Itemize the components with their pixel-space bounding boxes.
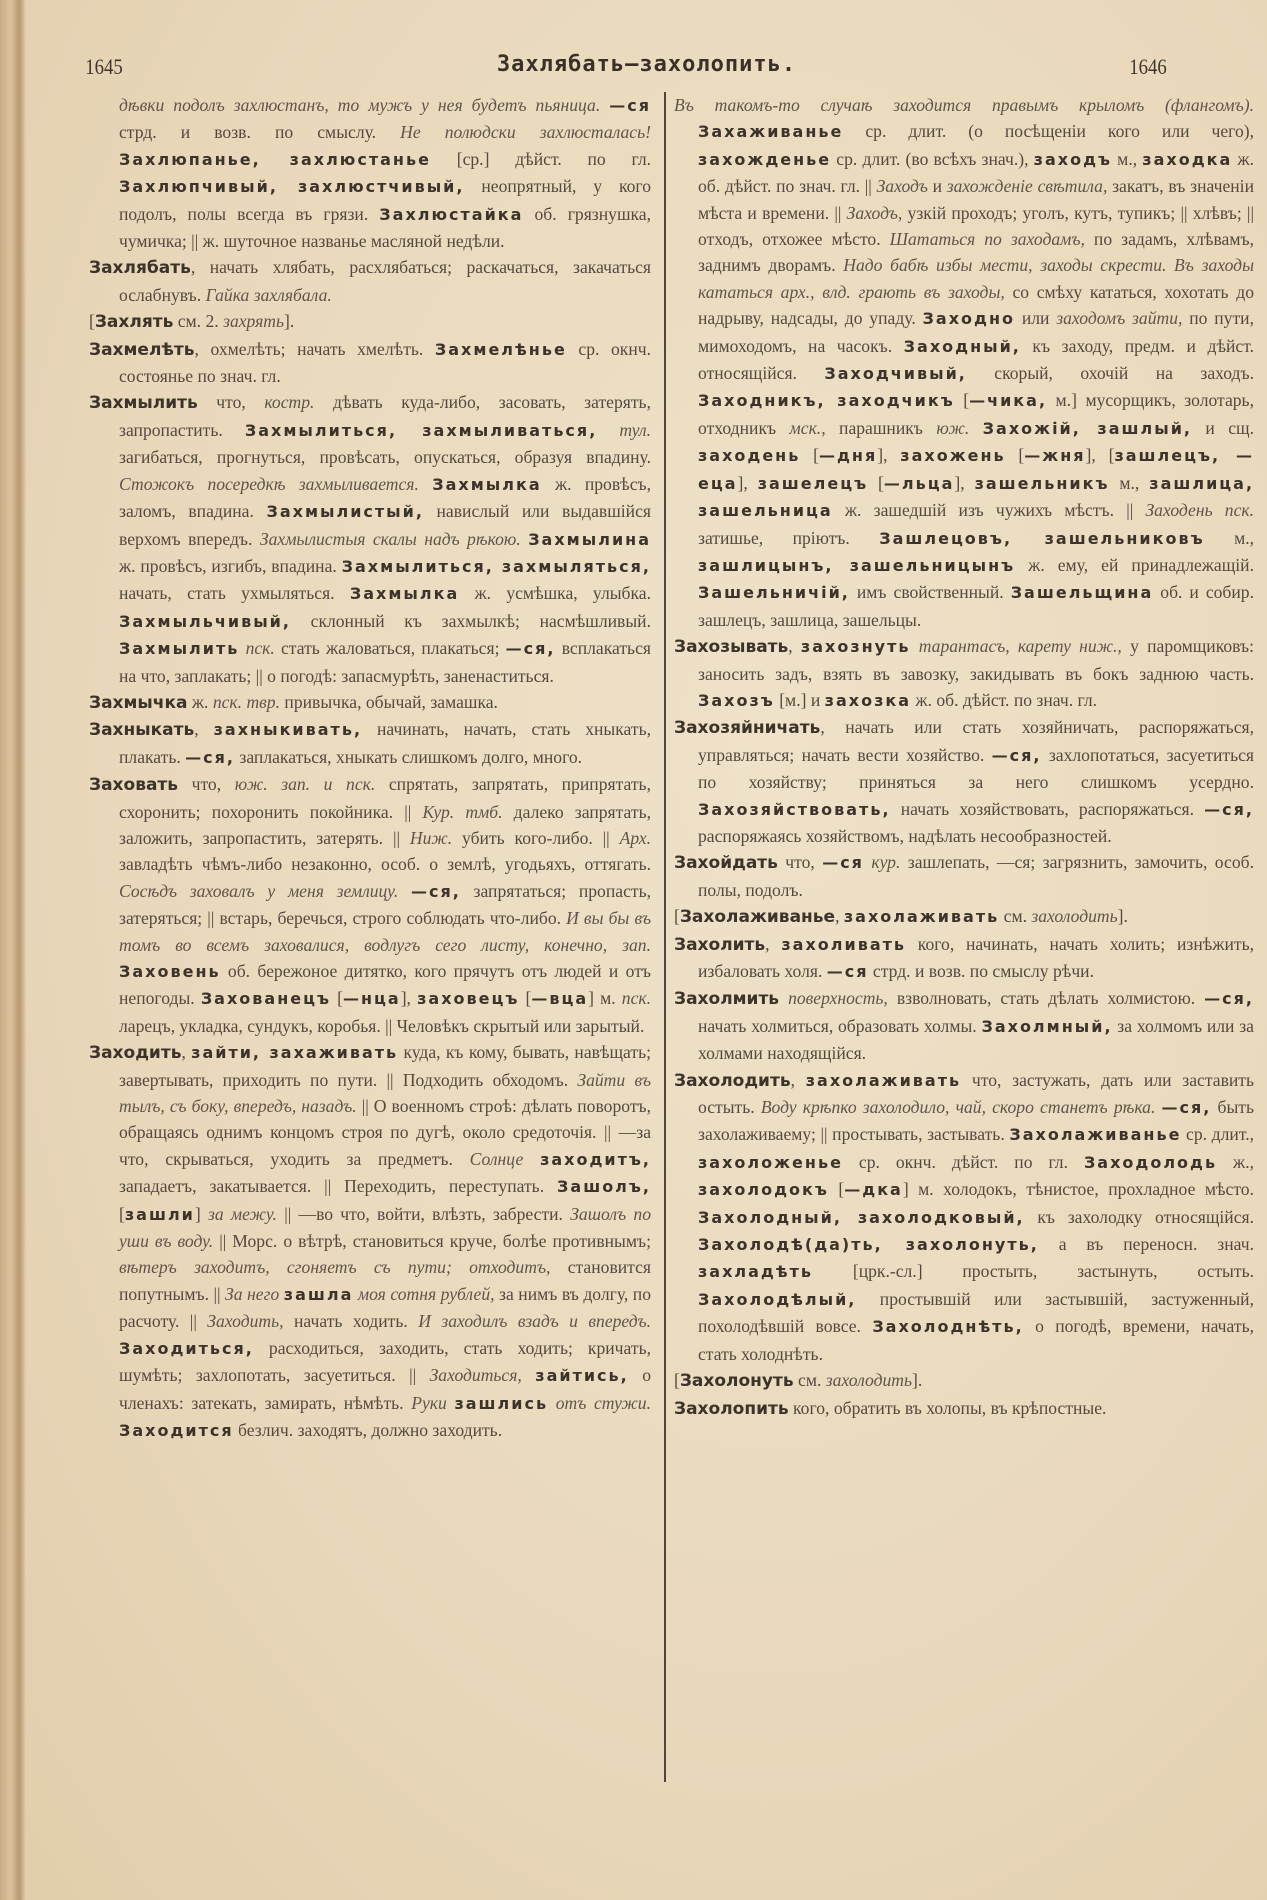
example-or-region: Солнце (469, 1148, 524, 1169)
example-or-region: кур. (871, 852, 901, 873)
definition-text: , (181, 1042, 192, 1063)
dictionary-entry (89, 716, 651, 771)
dictionary-entry (674, 714, 1254, 849)
definition-text: далеко запрятать, заложить, запропастить, затерять. || (119, 801, 651, 848)
dictionary-entry (674, 1367, 1254, 1394)
definition-text: м., (1204, 527, 1254, 548)
derived-form: Захованецъ (200, 989, 331, 1009)
example-or-region: Гайка захлябала. (205, 284, 332, 305)
derived-form: Захмылить (119, 639, 240, 659)
derived-form: Зашолъ, (557, 1177, 651, 1197)
derived-form: зашлица, зашельница (698, 473, 1255, 521)
definition-text: ж. усмѣшка, улыбка. (459, 583, 651, 604)
derived-form: Захаживанье (698, 122, 844, 142)
definition-text: ]. (1117, 906, 1128, 927)
headword: Захозывать (674, 637, 789, 658)
definition-text: ж. (187, 691, 213, 712)
derived-form: Захолмный, (981, 1016, 1113, 1036)
derived-form: Захлюпанье, захлюстанье (119, 149, 431, 169)
derived-form: захознуть (800, 637, 911, 657)
right-column (660, 92, 1254, 1422)
definition-text: загибаться, прогнуться, провѣсать, опускаться, образуя впадину. (119, 447, 651, 468)
example-or-region: Ниж. (409, 827, 453, 848)
example-or-region: захрять (223, 311, 285, 332)
definition-text: къ заходу, предм. и дѣйст. относящійся. (698, 335, 1254, 384)
definition-text: ], (737, 472, 758, 493)
dictionary-entry (89, 689, 651, 716)
left-page-number: 1645 (85, 54, 123, 79)
definition-text: [ (954, 390, 970, 411)
definition-text: о погодѣ, времени, начать, стать холоднѣть. (698, 1316, 1254, 1364)
example-or-region: поверхность, (788, 988, 888, 1009)
derived-form: зашли (124, 1204, 195, 1224)
derived-form: заходъ (1033, 149, 1113, 169)
derived-form: —жня (1024, 446, 1086, 466)
definition-text: или (1015, 308, 1057, 329)
derived-form: Зашельщина (1010, 583, 1154, 603)
definition-text: ], [ (1085, 445, 1115, 466)
definition-text: по пути, мимоходомъ, на часокъ. (698, 308, 1254, 356)
example-or-region: Сосѣдъ заховалъ у меня землицу. (119, 880, 411, 901)
derived-form: Захолоднѣть, (872, 1317, 1024, 1337)
example-or-region: Заходиться, (429, 1365, 522, 1386)
definition-text: ] (194, 1203, 208, 1224)
example-or-region: Заходить, (207, 1311, 284, 1332)
example-or-region: захолодить (1031, 906, 1118, 927)
definition-text: , (765, 933, 782, 954)
derived-form: —дня (819, 446, 878, 466)
definition-text: что, (197, 392, 265, 413)
derived-form: захозка (824, 690, 912, 710)
definition-text: что, (178, 774, 235, 795)
definition-text: см. (999, 906, 1032, 927)
definition-text: затишье, пріютъ. (698, 527, 880, 548)
definition-text: парашникъ (825, 417, 937, 438)
definition-text: а въ переносн. знач. (1038, 1234, 1254, 1255)
example-or-region: Кур. тмб. (422, 801, 503, 822)
definition-text: начинать, начать, стать хныкать, плакать. (119, 719, 651, 767)
definition-text: по задамъ, хлѣвамъ, заднимъ дворамъ. (698, 229, 1254, 276)
definition-text: склонный къ захмылкѣ; насмѣшливый. (290, 610, 651, 631)
derived-form: —ся, (505, 639, 556, 659)
definition-text: ср. длит., (1181, 1124, 1254, 1145)
definition-text: у паромщиковъ: заносить задъ, взять въ завозку, закидывать въ бокъ заднюю часть. (698, 636, 1254, 684)
definition-text: узкій проходъ; уголъ, кутъ, тупикъ; || хлѣвъ; || отходъ, отхожее мѣсто. (698, 202, 1254, 250)
example-or-region: Заходень пск. (1145, 500, 1255, 521)
definition-text: ж. об. дѣйст. по знач. гл. (911, 689, 1098, 710)
headword: Захолопить (674, 1398, 789, 1419)
example-or-region: тарантасъ, карету ниж., (918, 636, 1122, 657)
derived-form: захоливать (781, 934, 907, 954)
dictionary-entry (89, 254, 651, 308)
derived-form: —льца (883, 473, 955, 493)
derived-form: Захлюпчивый, захлюстчивый, (119, 177, 465, 197)
definition-text: ж. провѣсъ, заломъ, впадина. (119, 473, 651, 522)
definition-text: начать ходить. (283, 1311, 419, 1332)
definition-text: об. и собир. зашлецъ, зашлица, зашельцы. (698, 582, 1254, 630)
headword: Захмылить (89, 393, 198, 414)
definition-text: къ захолодку относящійся. (1024, 1206, 1254, 1227)
definition-text: кого, начинать, начать холить; изнѣжить, избаловать холя. (698, 933, 1254, 981)
example-or-region: Воду крѣпко захолодило, чай, скоро станетъ рѣка. (760, 1097, 1156, 1118)
derived-form: —ся, (1161, 1098, 1212, 1118)
definition-text: м., (1112, 148, 1143, 169)
derived-form: Захозъ (698, 690, 775, 710)
derived-form: захладѣть (698, 1262, 814, 1282)
definition-text: дѣвать куда-либо, засовать, затерять, запропастить. (119, 392, 651, 440)
definition-text: ], (954, 472, 975, 493)
example-or-region: И вы бы въ томъ во всемъ заховалися, водлугъ сего листу, конечно, (119, 908, 651, 955)
definition-text: становится попутнымъ. || (119, 1257, 651, 1304)
definition-text: куда, къ кому, бывать, навѣщать; завертывать, приходить по пути. || Подходить обходомъ. (119, 1042, 652, 1090)
definition-text: ж. провѣсъ, изгибъ, впадина. (119, 555, 342, 576)
entry-continuation (674, 92, 1254, 633)
headword: Захолить (674, 934, 766, 955)
definition-text (522, 1365, 535, 1385)
derived-form: Захмелѣнье (434, 339, 567, 359)
dictionary-entry (674, 931, 1254, 986)
derived-form: зайти, захаживать (191, 1043, 399, 1063)
definition-text: об. грязнушка, чумичка; || ж. шуточное названье масляной недѣли. (119, 203, 652, 252)
left-column (89, 92, 651, 1444)
example-or-region: костр. (264, 392, 315, 413)
derived-form: Захолодный, захолодковый, (698, 1207, 1025, 1227)
derived-form: захолаживать (805, 1070, 962, 1090)
definition-text: начать холмиться, образовать холмы. (698, 1015, 982, 1036)
headword: Заходить (89, 1043, 182, 1064)
example-or-region: захолодить (825, 1370, 913, 1391)
derived-form: зашлицынъ, зашельницынъ (698, 555, 1016, 575)
definition-text: [ (1005, 445, 1025, 466)
definition-text: привычка, обычай, замашка. (280, 691, 498, 712)
page-header (26, 50, 1267, 86)
definition-text: [ (331, 988, 343, 1009)
dictionary-page (26, 0, 1267, 1900)
dictionary-entry (674, 633, 1254, 714)
definition-text: [ (800, 445, 819, 466)
example-or-region: пск. твр. (212, 691, 280, 712)
headword: Захозяйничать (674, 718, 821, 739)
definition-text: ж. ему, ей принадлежащій. (1015, 554, 1254, 575)
definition-text: завладѣть чѣмъ-либо незаконно, особ. о землѣ, угодьяхъ, оттягать. (119, 854, 651, 875)
derived-form: Заходникъ, заходчикъ (698, 391, 955, 411)
definition-text: || О военномъ строѣ: дѣлать поворотъ, обращаясь однимъ концомъ строя по дугѣ, около средоточія. || —за что, скрываться, уходить за предметъ. (119, 1096, 652, 1169)
example-or-region: вѣтеръ заходитъ, сгоняетъ съ пути; отходитъ, (119, 1257, 551, 1278)
definition-text: || —во что, войти, влѣзть, забрести. (276, 1203, 571, 1224)
example-or-region: моя сотня рублей, (357, 1283, 495, 1304)
derived-form: Захмылка (432, 474, 542, 494)
derived-form: захожень (900, 446, 1006, 466)
definition-text: неопрятный, у кого подолъ, полы всегда въ грязи. (119, 176, 651, 224)
headword: Захлябать (89, 258, 191, 279)
derived-form: Захолодѣ(да)ть, захолонуть, (698, 1235, 1039, 1255)
entry-continuation (89, 92, 651, 254)
derived-form: Захмылиться, захмыляться, (341, 556, 652, 576)
derived-form: заходка (1142, 149, 1233, 169)
example-or-region: Въ такомъ-то случаѣ заходится правымъ крыломъ (флангомъ). (674, 95, 1254, 115)
definition-text: [ (868, 472, 884, 493)
definition-text: со смѣху кататься, хохотать до надрыву, надсады, до упаду. (698, 281, 1254, 329)
example-or-region: Не полюдски захлюсталась! (400, 122, 651, 143)
definition-text: стать жаловаться, плакаться; (274, 638, 506, 659)
definition-text: ж. об. дѣйст. по знач. гл. || (698, 148, 1254, 197)
headword: Захныкать (89, 720, 195, 741)
example-or-region: захожденіе свѣтила, (946, 176, 1108, 197)
running-title: Захлябать—захолопить. (496, 52, 797, 77)
derived-form: —ся (826, 962, 869, 981)
derived-form: зашельникъ (974, 473, 1110, 493)
definition-text: имъ свойственный. (849, 582, 1011, 603)
derived-form: —ся (822, 853, 864, 873)
definition-text: расходиться, заходить, стать ходить; кричать, шумѣть; захлопотать, засуетиться. || (119, 1337, 651, 1386)
derived-form: Зашлецовъ, зашельниковъ (879, 528, 1205, 548)
derived-form: Захмыльчивый, (119, 611, 291, 631)
definition-text: || Морс. о вѣтрѣ, становиться круче, болѣе противнымъ; (213, 1231, 651, 1252)
dictionary-entry (89, 771, 651, 1039)
definition-text: всплакаться на что, заплакать; || о погодѣ: запасмурѣть, заненаститься. (119, 638, 651, 686)
definition-text: западаетъ, закатывается. || Переходить, переступать. (119, 1176, 558, 1197)
example-or-region: Захмылистыя скалы надъ рѣкою. (259, 528, 529, 549)
definition-text: ]. (912, 1370, 923, 1391)
derived-form: зашлецъ, —еца (698, 446, 1255, 493)
dictionary-entry (674, 903, 1254, 930)
derived-form: зашла (283, 1284, 354, 1304)
definition-text (597, 420, 619, 440)
derived-form: —ся, (1204, 989, 1254, 1009)
derived-form: —вца (531, 989, 589, 1009)
definition-text: ж. зашедшій изъ чужихъ мѣстъ. || (832, 500, 1146, 521)
derived-form: Захлюстайка (379, 204, 524, 224)
example-or-region: Стожокъ посередкѣ захмыливается. (119, 473, 433, 494)
definition-text: ср. длит. (во всѣхъ знач.), (831, 148, 1034, 169)
derived-form: Захолаживанье (1009, 1125, 1182, 1145)
derived-form: Заходчивый, (824, 364, 967, 384)
definition-text: захлопотаться, засуетиться по хозяйству; приняться за него слишкомъ усердно. (698, 744, 1254, 793)
definition-text: быть захолаживаему; || простывать, застывать. (698, 1097, 1254, 1145)
headword: Захолонуть (679, 1371, 794, 1392)
headword: Захолмить (674, 989, 780, 1010)
example-or-region: Заходъ, (846, 202, 903, 223)
derived-form: захолаживать (843, 907, 1000, 927)
derived-form: зашелецъ (757, 473, 869, 493)
example-or-region: Зайти въ тылъ, съ боку, впередъ, назадъ. (119, 1069, 651, 1117)
definition-text: ср. длит. (о посѣщеніи кого или чего), (843, 121, 1254, 142)
example-or-region: пск. (621, 988, 651, 1009)
headword: Захолодить (674, 1070, 791, 1091)
example-or-region: Шататься по заходамъ, (889, 229, 1085, 250)
definition-text: , (788, 636, 801, 657)
headword: Захойдать (674, 853, 778, 874)
derived-form: заходитъ, (540, 1149, 651, 1169)
example-or-region: юж. (936, 417, 970, 438)
headword: Захмелѣть (89, 339, 195, 360)
definition-text: ], (400, 988, 418, 1009)
headword: Захлять (94, 312, 174, 333)
derived-form: Заходно (922, 309, 1015, 329)
derived-form: Захожій, зашлый, (982, 418, 1192, 438)
definition-text: о членахъ: затекать, замирать, нѣмѣть. (119, 1365, 651, 1413)
dictionary-entry (89, 1039, 651, 1444)
definition-text: зашлепать, —ся; загрязнить, замочить, особ. полы, подолъ. (698, 852, 1254, 900)
derived-form: захолодокъ (698, 1180, 829, 1200)
definition-text: кого, обратить въ холопы, въ крѣпостные. (788, 1397, 1107, 1418)
example-or-region: Зашолъ по уши въ воду. (119, 1203, 651, 1252)
derived-form: Заходный, (903, 336, 1021, 356)
definition-text: стрд. и возв. по смыслу рѣчи. (868, 961, 1094, 981)
definition-text: за нимъ въ долгу, по расчоту. || (119, 1283, 652, 1332)
definition-text: и сщ. (1192, 417, 1255, 438)
definition-text (779, 988, 788, 1008)
definition-text: ]. (284, 311, 295, 332)
derived-form: —ся, (1204, 799, 1254, 819)
definition-text: [м.] и (774, 689, 825, 710)
example-or-region: за межу. (207, 1203, 277, 1224)
dictionary-entry (89, 336, 651, 390)
example-or-region: пск. (245, 638, 275, 659)
example-or-region: отъ стужи. (555, 1392, 651, 1413)
derived-form: Заходится (119, 1420, 234, 1440)
definition-text: м.] мусорщикъ, золотарь, отходникъ (698, 390, 1254, 438)
definition-text: и (927, 176, 947, 197)
dictionary-entry (674, 1395, 1254, 1422)
derived-form: Захмылистый, (266, 502, 424, 522)
derived-form: —чика, (969, 391, 1048, 411)
definition-text: , (790, 1069, 806, 1090)
definition-text: [ (89, 311, 95, 332)
derived-form: захожденье (698, 149, 832, 169)
definition-text: , (194, 719, 214, 740)
example-or-region: заходомъ зайти, (1056, 308, 1183, 329)
example-or-region: И заходилъ взадъ и впередъ. (418, 1311, 651, 1332)
definition-text (969, 418, 982, 438)
derived-form: —дка (844, 1180, 903, 1200)
derived-form: Заходолодь (1083, 1152, 1218, 1172)
definition-text: ], (877, 445, 901, 466)
derived-form: Захмылина (528, 529, 651, 549)
definition-text: ] м. холодокъ, тѣнистое, прохладное мѣсто. (902, 1179, 1254, 1200)
definition-text: [ (674, 906, 680, 927)
headword: Захолаживанье (679, 907, 836, 928)
definition-text (523, 1149, 540, 1169)
derived-form: —нца (342, 989, 401, 1009)
definition-text: скорый, охочій на заходъ. (966, 363, 1254, 384)
definition-text: [црк.-сл.] простыть, застынуть, остыть. (813, 1261, 1254, 1282)
derived-form: Зашельничій, (698, 583, 850, 603)
dictionary-entry (674, 1067, 1254, 1367)
derived-form: —ся, (991, 745, 1042, 765)
derived-form: —ся, (410, 881, 461, 901)
dictionary-entry (674, 849, 1254, 903)
definition-text (911, 636, 919, 656)
definition-text: ср. окнч. дѣйст. по гл. (842, 1151, 1084, 1172)
definition-text: ларецъ, укладка, сундукъ, коробья. || Человѣкъ скрытый или зарытый. (119, 1015, 645, 1036)
derived-form: захныкивать, (213, 720, 363, 740)
definition-text (607, 935, 622, 955)
derived-form: Захмылиться, захмыливаться, (244, 420, 598, 440)
definition-text: , (835, 906, 844, 927)
example-or-region: зап. (622, 934, 651, 955)
definition-text: простывшій или застывшій, застуженный, похолодѣвшій вовсе. (698, 1288, 1254, 1337)
book-spine-edge (0, 0, 26, 1900)
derived-form: Захозяйствовать, (698, 799, 891, 819)
definition-text: , начать хлябать, расхлябаться; раскачаться, закачаться ослабнувъ. (119, 257, 651, 305)
example-or-region: тул. (619, 419, 651, 440)
definition-text: ср. окнч. состоянье по знач. гл. (119, 338, 652, 387)
headword: Захмычка (89, 692, 188, 713)
definition-text: [ (119, 1203, 125, 1224)
example-or-region: Заходъ (876, 176, 928, 197)
definition-text: что, застужать, дать или заставить остыть. (698, 1069, 1255, 1118)
dictionary-entry (674, 985, 1254, 1066)
definition-text: , охмелѣть; начать хмелѣть. (194, 338, 435, 359)
definition-text: взволновать, стать дѣлать холмистою. (887, 988, 1205, 1009)
example-or-region: Руки (411, 1392, 447, 1413)
definition-text: ж., (1217, 1151, 1254, 1172)
derived-form: Захмылка (349, 584, 460, 604)
definition-text: убить кого-либо. || (452, 827, 620, 848)
example-or-region: За него (225, 1283, 280, 1304)
headword: Заховать (89, 775, 179, 796)
derived-form: Заховень (119, 962, 221, 981)
definition-text: безлич. заходятъ, должно заходить. (233, 1419, 503, 1440)
definition-text: ] м. (588, 988, 622, 1009)
derived-form: Заходиться, (119, 1338, 254, 1358)
derived-form: захоложенье (698, 1152, 843, 1172)
definition-text: , начать или стать хозяйничать, распоряжаться, управляться; начать вести хозяйство. (698, 717, 1254, 765)
definition-text: навислый или выдавшійся верхомъ впередъ. (119, 501, 651, 549)
definition-text: за холмомъ или за холмами находящійся. (698, 1015, 1254, 1064)
definition-text: начать, стать ухмыляться. (119, 583, 350, 604)
definition-text: заплакаться, хныкать слишкомъ долго, много. (235, 746, 583, 767)
example-or-region: Арх. (619, 827, 651, 848)
derived-form: заховецъ (417, 989, 520, 1009)
definition-text: закатъ, въ значеніи мѣста и времени. || (698, 176, 1254, 223)
definition-text: стрд. и возв. по смыслу. (119, 122, 401, 143)
definition-text: [ср.] дѣйст. по гл. (430, 148, 651, 169)
example-or-region: юж. зап. и пск. (234, 774, 376, 795)
definition-text: [ (674, 1370, 680, 1391)
derived-form: зайтись, (535, 1366, 629, 1386)
definition-text: [ (519, 988, 532, 1009)
definition-text (548, 1393, 556, 1413)
definition-text: см. 2. (173, 311, 224, 332)
example-or-region: мск., (789, 417, 826, 438)
definition-text: [ (828, 1179, 845, 1200)
definition-text: м., (1109, 472, 1150, 493)
derived-form: Захолодѣлый, (698, 1289, 857, 1309)
definition-text: об. бережоное дитятко, кого прячутъ отъ людей и отъ непогоды. (119, 961, 651, 1009)
example-or-region: дѣвки подолъ захлюстанъ, то мужъ у нея будетъ пьяница. (119, 95, 610, 115)
definition-text: см. (793, 1370, 826, 1391)
definition-text: запрятаться; пропасть, затеряться; || встарь, беречься, строго соблюдать что-либо. (119, 880, 652, 929)
derived-form: —ся, (185, 747, 235, 767)
derived-form: зашлись (454, 1393, 549, 1413)
dictionary-entry (89, 389, 651, 688)
definition-text: спрятать, запрятать, припрятать, схоронить; похоронить покойника. || (119, 774, 651, 822)
right-page-number: 1646 (1129, 54, 1167, 79)
dictionary-entry (89, 308, 651, 335)
definition-text: распоряжаясь хозяйствомъ, надѣлать несообразностей. (698, 825, 1112, 846)
derived-form: заходень (698, 446, 801, 466)
definition-text: что, (777, 852, 823, 873)
definition-text: начать хозяйствовать, распоряжаться. (890, 798, 1205, 819)
derived-form: —ся (609, 96, 651, 115)
example-or-region: Надо бабѣ избы мести, заходы скрести. Въ заходы кататься арх., влд. грають въ заходы, (698, 255, 1254, 302)
